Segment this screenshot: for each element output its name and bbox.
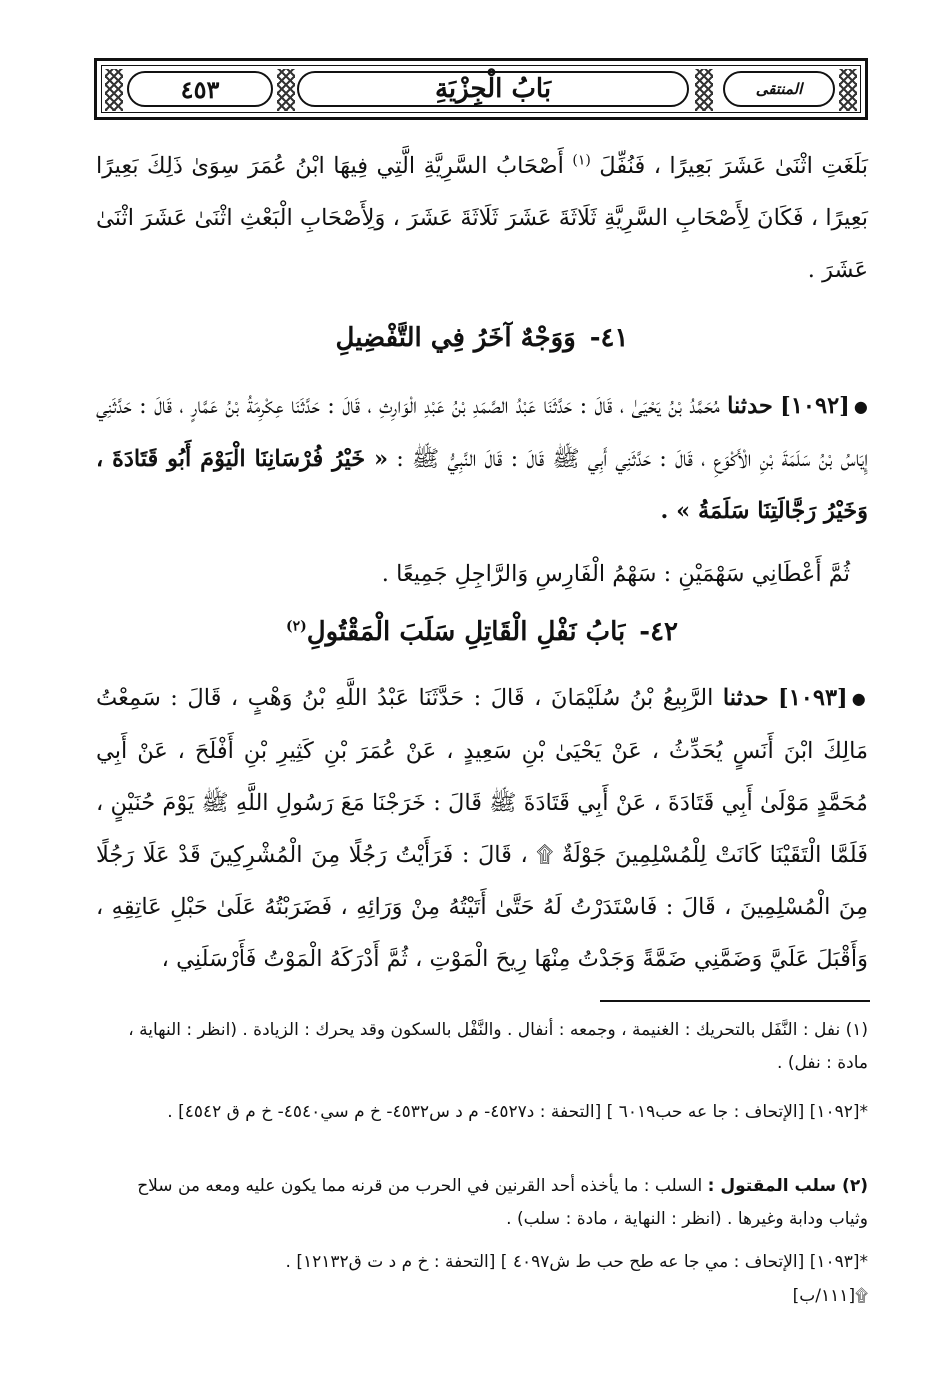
hadith-number-1093: [١٠٩٣]: [778, 685, 848, 711]
section-41-title: وَوَجْهٌ آخَرُ فِي التَّفْضِيلِ: [335, 323, 576, 353]
intro-paragraph: [96, 140, 868, 296]
footnote-ref-1[interactable]: (١): [572, 152, 591, 169]
footnote-2-key: (٢) سلب المقتول :: [707, 1176, 868, 1196]
reference-1093: [96, 1246, 868, 1279]
page-header: [94, 58, 868, 120]
reference-1092-text: *[١٠٩٢] [الإتحاف : جا عه حب٦٠١٩ ] [التحفة : د٤٥٢٧- م د س٤٥٣٢- خ م سي٤٥٤٠- خ م ق ٤٥٤٢] .: [167, 1102, 868, 1122]
intro-line1-rest: أَصْحَابُ السَّرِيَّةِ الَّتِي فِيهَا ابْنُ عُمَرَ سِوَىٰ ذَلِكَ بَعِيرًا بَعِيرًا ، فَكَانَ لِأَصْحَابِ السَّرِيَّةِ ثَلَاثَةَ عَشَرَ ثَلَاثَةَ عَشَرَ ، وَلِأَصْحَابِ الْبَعْثِ اثْنَىٰ عَشَرَ اثْنَىٰ عَشَرَ .: [96, 153, 868, 283]
book-logo-text: المنتقى: [755, 80, 803, 98]
book-logo: [723, 71, 835, 107]
hadith-bullet: ●: [853, 397, 869, 416]
ornament-left-inner: [277, 69, 295, 111]
hadith-text-1092: مُحَمَّدُ بْنُ يَحْيَىٰ ، قَالَ : حَدَّثَنَا عَبْدُ الصَّمَدِ بْنُ عَبْدِ الْوَارِثِ ، قَالَ : حَدَّثَنَا عِكْرِمَةُ بْنُ عَمَّارٍ ، قَالَ : حَدَّثَنِي إِيَاسُ بْنُ سَلَمَةَ بْنِ الْأَكْوَعِ ، قَالَ : حَدَّثَنِي أَبِي ﷺ قَالَ : قَالَ النَّبِيُّ ﷺ :: [96, 393, 868, 472]
hadith-text-1093: الرَّبِيعُ بْنُ سُلَيْمَانَ ، قَالَ : حَدَّثَنَا عَبْدُ اللَّهِ بْنُ وَهْبٍ ، قَالَ : سَمِعْتُ مَالِكَ ابْنَ أَنَسٍ يُحَدِّثُ ، عَنْ يَحْيَىٰ بْنِ سَعِيدٍ ، عَنْ عُمَرَ بْنِ كَثِيرِ بْنِ أَفْلَحَ ، عَنْ أَبِي مُحَمَّدٍ مَوْلَىٰ أَبِي قَتَادَةَ ، عَنْ أَبِي قَتَادَةَ ﷺ قَالَ : خَرَجْنَا مَعَ رَسُولِ اللَّهِ ﷺ يَوْمَ حُنَيْنٍ ، فَلَمَّا الْتَقَيْنَا كَانَتْ لِلْمُسْلِمِينَ جَوْلَةٌ ۩ ، قَالَ : فَرَأَيْتُ رَجُلًا مِنَ الْمُشْرِكِينَ قَدْ عَلَا رَجُلًا مِنَ الْمُسْلِمِينَ ، قَالَ : فَاسْتَدَرْتُ لَهُ حَتَّىٰ أَتَيْتُهُ مِنْ وَرَائِهِ ، فَضَرَبْتُهُ عَلَىٰ حَبْلِ عَاتِقِهِ ، وَأَقْبَلَ عَلَيَّ وَضَمَّنِي ضَمَّةً وَجَدْتُ مِنْهَا رِيحَ الْمَوْتِ ، ثُمَّ أَدْرَكَهُ الْمَوْتُ فَأَرْسَلَنِي ،: [96, 685, 868, 972]
hadith-number-1092: [١٠٩٢]: [780, 393, 850, 419]
hadith-bullet: ●: [851, 689, 868, 708]
footnote-ref-2[interactable]: (٢): [285, 618, 307, 635]
section-heading-41: [96, 318, 868, 358]
hadith-1092-continuation: [96, 548, 868, 600]
section-41-number: ٤١-: [589, 323, 629, 353]
page-number: [127, 71, 273, 107]
hadith-1093: [96, 672, 868, 985]
footnote-1-text: (١) نفل : النَّفَل بالتحريك : الغنيمة ، وجمعه : أنفال . والنَّفْل بالسكون وقد يحرك : الزيادة . (انظر : النهاية ، مادة : نفل) .: [128, 1020, 868, 1073]
hadith-speech-1092: « خَيْرُ فُرْسَانِنَا الْيَوْمَ أَبُو قَتَادَةَ ، وَخَيْرُ رَجَّالَتِنَا سَلَمَةُ » .: [96, 446, 868, 524]
folio-marker: [96, 1280, 868, 1313]
page-number-text: ٤٥٣: [180, 74, 220, 104]
footnote-divider: [600, 1000, 870, 1002]
ornament-right-outer: [839, 69, 857, 111]
intro-line1: بَلَغَتِ اثْنَىٰ عَشَرَ بَعِيرًا ، فَنُفِّلَ: [599, 153, 869, 179]
section-42-number: ٤٢-: [639, 617, 678, 647]
ornament-right-inner: [695, 69, 713, 111]
footnote-1: [96, 1014, 868, 1080]
reference-1093-text: *[١٠٩٣] [الإتحاف : مي جا عه طح حب ط ش٤٠٩٧ ] [التحفة : خ م د ت ق١٢١٣٢] .: [285, 1252, 868, 1272]
hadith-opening-1093: حدثنا: [722, 685, 769, 711]
footnote-2: [96, 1170, 868, 1236]
chapter-title: [297, 71, 689, 107]
section-42-title: بَابُ نَفْلِ الْقَاتِلِ سَلَبَ الْمَقْتُولِ: [306, 617, 626, 647]
chapter-title-text: بَابُ الْجِزْيَةِ: [434, 74, 552, 104]
section-heading-42: [96, 612, 868, 652]
folio-marker-text: ۩[١١١/ب]: [792, 1286, 868, 1306]
ornament-left-outer: [105, 69, 123, 111]
reference-1092: [96, 1096, 868, 1129]
hadith-continuation-1092: ثُمَّ أَعْطَانِي سَهْمَيْنِ : سَهْمُ الْفَارِسِ وَالرَّاجِلِ جَمِيعًا .: [381, 561, 850, 587]
hadith-1092: [96, 380, 868, 537]
footnote-2-text: السلب : ما يأخذه أحد القرنين في الحرب من قرنه مما يكون عليه ومعه من سلاح وثياب ودابة وغيرها . (انظر : النهاية ، مادة : سلب) .: [137, 1176, 868, 1229]
hadith-opening-1092: حدثنا: [727, 393, 773, 419]
